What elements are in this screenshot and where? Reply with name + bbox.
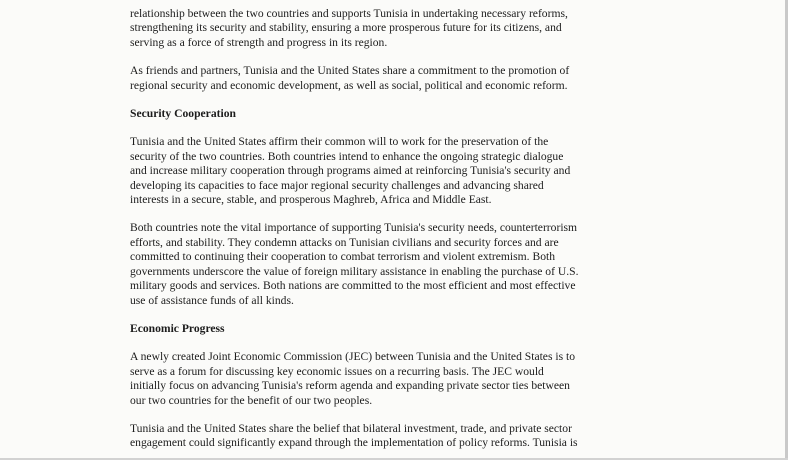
text-line: committed to continuing their cooperation to combat terrorism and violent extremism. Both — [130, 250, 556, 264]
text-line: Tunisia and the United States share the belief that bilateral investment, trade, and private sector — [130, 421, 572, 435]
cropped-top-line — [130, 0, 650, 7]
heading-economic-progress: Economic Progress — [130, 321, 225, 335]
paragraph-economic-1 — [130, 350, 650, 408]
document-body — [130, 0, 650, 451]
text-line: efforts, and stability. They condemn attacks on Tunisian civilians and security forces and are — [130, 235, 559, 249]
text-line: our two countries for the benefit of our two peoples. — [130, 393, 373, 407]
text-line: engagement could significantly expand through the implementation of policy reforms. Tunisia is — [130, 436, 578, 450]
paragraph-intro-continued — [130, 7, 650, 50]
paragraph-security-1 — [130, 135, 650, 207]
text-line: security of the two countries. Both countries intend to enhance the ongoing strategic dialogue — [130, 149, 564, 163]
heading-security-cooperation: Security Cooperation — [130, 107, 236, 121]
text-line: serving as a force of strength and progress in its region. — [130, 35, 388, 49]
text-line: governments underscore the value of foreign military assistance in enabling the purchase of U.S. — [130, 264, 579, 278]
text-line: developing its capacities to face major regional security challenges and advancing shared — [130, 178, 544, 192]
text-line: serve as a forum for discussing key economic issues on a recurring basis. The JEC would — [130, 364, 544, 378]
text-line: and increase military cooperation through programs aimed at reinforcing Tunisia's security and — [130, 164, 571, 178]
paragraph-security-2 — [130, 221, 650, 307]
text-line: Tunisia and the United States affirm their common will to work for the preservation of the — [130, 135, 549, 149]
text-line: military goods and services. Both nations are committed to the most efficient and most effective — [130, 279, 576, 293]
text-line: initially focus on advancing Tunisia's reform agenda and expanding private sector ties between — [130, 379, 570, 393]
paragraph-friends-partners — [130, 64, 650, 93]
text-line: Both countries note the vital importance of supporting Tunisia's security needs, counterterrorism — [130, 221, 578, 235]
text-line: interests in a secure, stable, and prosperous Maghreb, Africa and Middle East. — [130, 193, 492, 207]
text-line: relationship between the two countries and supports Tunisia in undertaking necessary reforms, — [130, 7, 568, 20]
paragraph-economic-2 — [130, 422, 650, 451]
text-line: regional security and economic development, as well as social, political and economic reform. — [130, 78, 568, 92]
text-line: As friends and partners, Tunisia and the United States share a commitment to the promotion of — [130, 64, 570, 78]
text-line: strengthening its security and stability, ensuring a more prosperous future for its citizens, and — [130, 21, 562, 35]
text-line: A newly created Joint Economic Commission (JEC) between Tunisia and the United States is to — [130, 350, 576, 364]
text-line: use of assistance funds of all kinds. — [130, 293, 294, 307]
